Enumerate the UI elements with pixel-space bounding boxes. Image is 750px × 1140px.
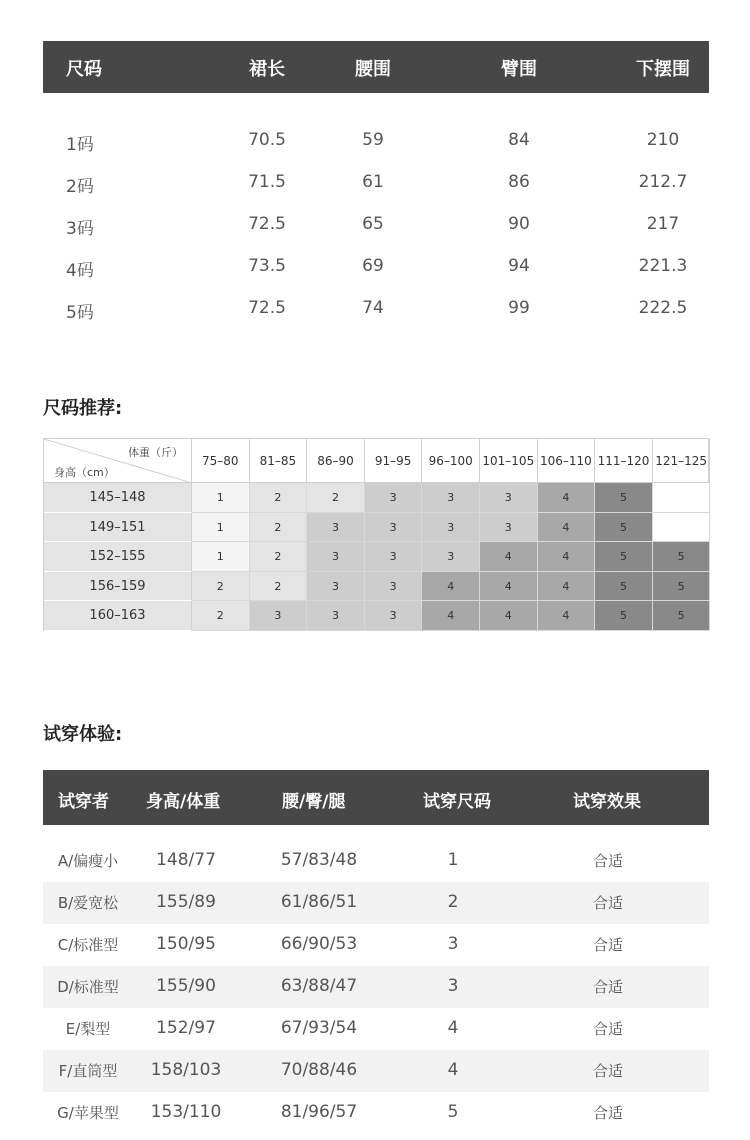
corner-weight-label: 体重（斤） <box>128 446 183 459</box>
grid-cell: 4 <box>538 542 596 572</box>
recommend-title: 尺码推荐: <box>43 398 123 419</box>
fitting-cell-tester: A/偏瘦小 <box>57 852 119 870</box>
size-table <box>43 41 709 323</box>
fitting-cell-tried-size: 4 <box>447 1018 459 1038</box>
size-cell-waist: 74 <box>362 298 384 318</box>
size-table-header <box>43 41 709 93</box>
corner-height-label: 身高（cm） <box>54 466 115 479</box>
fitting-row <box>43 1092 709 1134</box>
size-cell-arm: 84 <box>508 130 530 150</box>
fitting-cell-result: 合适 <box>592 1062 623 1080</box>
fitting-row <box>43 924 709 966</box>
grid-cell: 3 <box>422 542 480 572</box>
size-cell-hem: 221.3 <box>638 256 688 276</box>
fitting-cell-tried-size: 2 <box>447 892 459 912</box>
size-cell-waist: 61 <box>362 172 384 192</box>
grid-cell: 2 <box>250 513 308 543</box>
fitting-cell-measurements: 57/83/48 <box>280 850 358 870</box>
size-cell-waist: 59 <box>362 130 384 150</box>
fitting-cell-tester: C/标准型 <box>57 936 119 954</box>
height-row-header: 152–155 <box>44 542 192 572</box>
size-cell-hem: 217 <box>646 214 680 234</box>
grid-cell: 3 <box>365 601 423 631</box>
size-row <box>43 162 709 204</box>
size-cell-size: 5码 <box>66 303 94 323</box>
size-cell-length: 73.5 <box>248 256 286 276</box>
grid-cell: 4 <box>480 572 538 602</box>
grid-cell: 2 <box>192 572 250 602</box>
fitting-row <box>43 882 709 924</box>
header-hem: 下摆围 <box>636 59 690 80</box>
fitting-cell-tried-size: 1 <box>447 850 459 870</box>
header-height-weight: 身高/体重 <box>146 792 221 812</box>
size-cell-arm: 90 <box>508 214 530 234</box>
fitting-cell-result: 合适 <box>592 978 623 996</box>
header-waist: 腰围 <box>355 59 391 80</box>
fitting-cell-measurements: 63/88/47 <box>280 976 358 996</box>
fitting-cell-result: 合适 <box>592 1104 623 1122</box>
fitting-table-header <box>43 770 709 825</box>
fitting-cell-tester: E/梨型 <box>65 1020 111 1038</box>
fitting-cell-measurements: 67/93/54 <box>280 1018 358 1038</box>
fitting-cell-tried-size: 5 <box>447 1102 459 1122</box>
fitting-cell-height-weight: 148/77 <box>156 850 216 870</box>
grid-cell: 4 <box>538 483 596 513</box>
weight-column-header: 106–110 <box>538 439 596 483</box>
grid-cell <box>653 513 711 543</box>
grid-cell: 3 <box>307 572 365 602</box>
fitting-cell-tried-size: 3 <box>447 934 459 954</box>
header-result: 试穿效果 <box>573 792 641 812</box>
fitting-cell-result: 合适 <box>592 894 623 912</box>
size-cell-arm: 99 <box>508 298 530 318</box>
grid-cell: 2 <box>307 483 365 513</box>
fitting-cell-tried-size: 3 <box>447 976 459 996</box>
fitting-cell-height-weight: 155/90 <box>156 976 216 996</box>
header-tried-size: 试穿尺码 <box>423 792 491 812</box>
fitting-cell-tried-size: 4 <box>447 1060 459 1080</box>
grid-cell: 4 <box>480 601 538 631</box>
fitting-cell-tester: B/爱宽松 <box>57 894 119 912</box>
fitting-title: 试穿体验: <box>43 724 123 745</box>
size-cell-length: 72.5 <box>248 298 286 318</box>
weight-column-header: 91–95 <box>365 439 423 483</box>
size-recommendation-grid <box>43 438 709 631</box>
grid-cell: 4 <box>538 601 596 631</box>
grid-cell: 3 <box>307 542 365 572</box>
grid-cell: 2 <box>250 572 308 602</box>
size-cell-hem: 222.5 <box>638 298 688 318</box>
height-row-header: 160–163 <box>44 601 192 631</box>
grid-cell: 4 <box>422 601 480 631</box>
size-row <box>43 288 709 330</box>
size-row <box>43 120 709 162</box>
weight-column-header: 75–80 <box>192 439 250 483</box>
grid-cell: 2 <box>250 483 308 513</box>
grid-cell: 5 <box>595 542 653 572</box>
grid-cell: 4 <box>538 513 596 543</box>
grid-cell: 1 <box>192 513 250 543</box>
height-row-header: 156–159 <box>44 572 192 602</box>
height-row-header: 145–148 <box>44 483 192 513</box>
header-size: 尺码 <box>66 59 102 80</box>
grid-cell: 5 <box>595 572 653 602</box>
grid-cell: 5 <box>653 572 711 602</box>
weight-column-header: 86–90 <box>307 439 365 483</box>
grid-cell: 3 <box>480 483 538 513</box>
size-cell-hem: 212.7 <box>638 172 688 192</box>
header-tester: 试穿者 <box>58 792 109 812</box>
size-cell-length: 72.5 <box>248 214 286 234</box>
size-cell-arm: 86 <box>508 172 530 192</box>
size-row <box>43 246 709 288</box>
grid-cell: 4 <box>538 572 596 602</box>
grid-cell: 5 <box>653 542 711 572</box>
grid-cell <box>653 483 711 513</box>
weight-column-header: 101–105 <box>480 439 538 483</box>
weight-column-header: 121–125 <box>653 439 711 483</box>
header-length: 裙长 <box>249 59 285 80</box>
fitting-cell-measurements: 66/90/53 <box>280 934 358 954</box>
grid-cell: 5 <box>595 483 653 513</box>
size-cell-waist: 69 <box>362 256 384 276</box>
weight-column-header: 81–85 <box>250 439 308 483</box>
grid-cell: 4 <box>422 572 480 602</box>
fitting-cell-height-weight: 155/89 <box>156 892 216 912</box>
weight-column-header: 96–100 <box>422 439 480 483</box>
header-arm: 臂围 <box>501 59 537 80</box>
grid-cell: 2 <box>192 601 250 631</box>
grid-cell: 3 <box>422 483 480 513</box>
height-row-header: 149–151 <box>44 513 192 543</box>
fitting-cell-tester: G/苹果型 <box>57 1104 119 1122</box>
grid-cell: 3 <box>307 513 365 543</box>
grid-cell: 3 <box>365 513 423 543</box>
grid-cell: 1 <box>192 542 250 572</box>
grid-cell: 3 <box>480 513 538 543</box>
fitting-row <box>43 966 709 1008</box>
grid-cell: 2 <box>250 542 308 572</box>
size-cell-length: 70.5 <box>248 130 286 150</box>
header-measurements: 腰/臀/腿 <box>282 792 346 812</box>
grid-cell: 3 <box>422 513 480 543</box>
grid-cell: 3 <box>307 601 365 631</box>
grid-cell: 5 <box>595 513 653 543</box>
fitting-cell-tester: F/直筒型 <box>58 1062 118 1080</box>
grid-cell: 1 <box>192 483 250 513</box>
size-cell-size: 4码 <box>66 261 94 281</box>
fitting-cell-result: 合适 <box>592 936 623 954</box>
fitting-cell-height-weight: 153/110 <box>150 1102 222 1122</box>
grid-cell: 5 <box>653 601 711 631</box>
grid-corner <box>44 439 192 483</box>
fitting-row <box>43 1050 709 1092</box>
fitting-row <box>43 840 709 882</box>
fitting-row <box>43 1008 709 1050</box>
size-cell-hem: 210 <box>646 130 680 150</box>
fitting-cell-result: 合适 <box>592 852 623 870</box>
size-cell-size: 2码 <box>66 177 94 197</box>
fitting-cell-height-weight: 152/97 <box>156 1018 216 1038</box>
size-cell-size: 1码 <box>66 135 94 155</box>
grid-cell: 3 <box>365 483 423 513</box>
size-cell-size: 3码 <box>66 219 94 239</box>
size-cell-arm: 94 <box>508 256 530 276</box>
grid-cell: 3 <box>250 601 308 631</box>
grid-cell: 5 <box>595 601 653 631</box>
grid-cell: 3 <box>365 542 423 572</box>
size-cell-length: 71.5 <box>248 172 286 192</box>
fitting-cell-measurements: 81/96/57 <box>280 1102 358 1122</box>
size-cell-waist: 65 <box>362 214 384 234</box>
fitting-cell-measurements: 61/86/51 <box>280 892 358 912</box>
fitting-cell-tester: D/标准型 <box>57 978 119 996</box>
grid-cell: 3 <box>365 572 423 602</box>
fitting-cell-measurements: 70/88/46 <box>280 1060 358 1080</box>
weight-column-header: 111–120 <box>595 439 653 483</box>
size-row <box>43 204 709 246</box>
fitting-cell-height-weight: 158/103 <box>150 1060 222 1080</box>
fitting-cell-result: 合适 <box>592 1020 623 1038</box>
fitting-cell-height-weight: 150/95 <box>156 934 216 954</box>
grid-cell: 4 <box>480 542 538 572</box>
